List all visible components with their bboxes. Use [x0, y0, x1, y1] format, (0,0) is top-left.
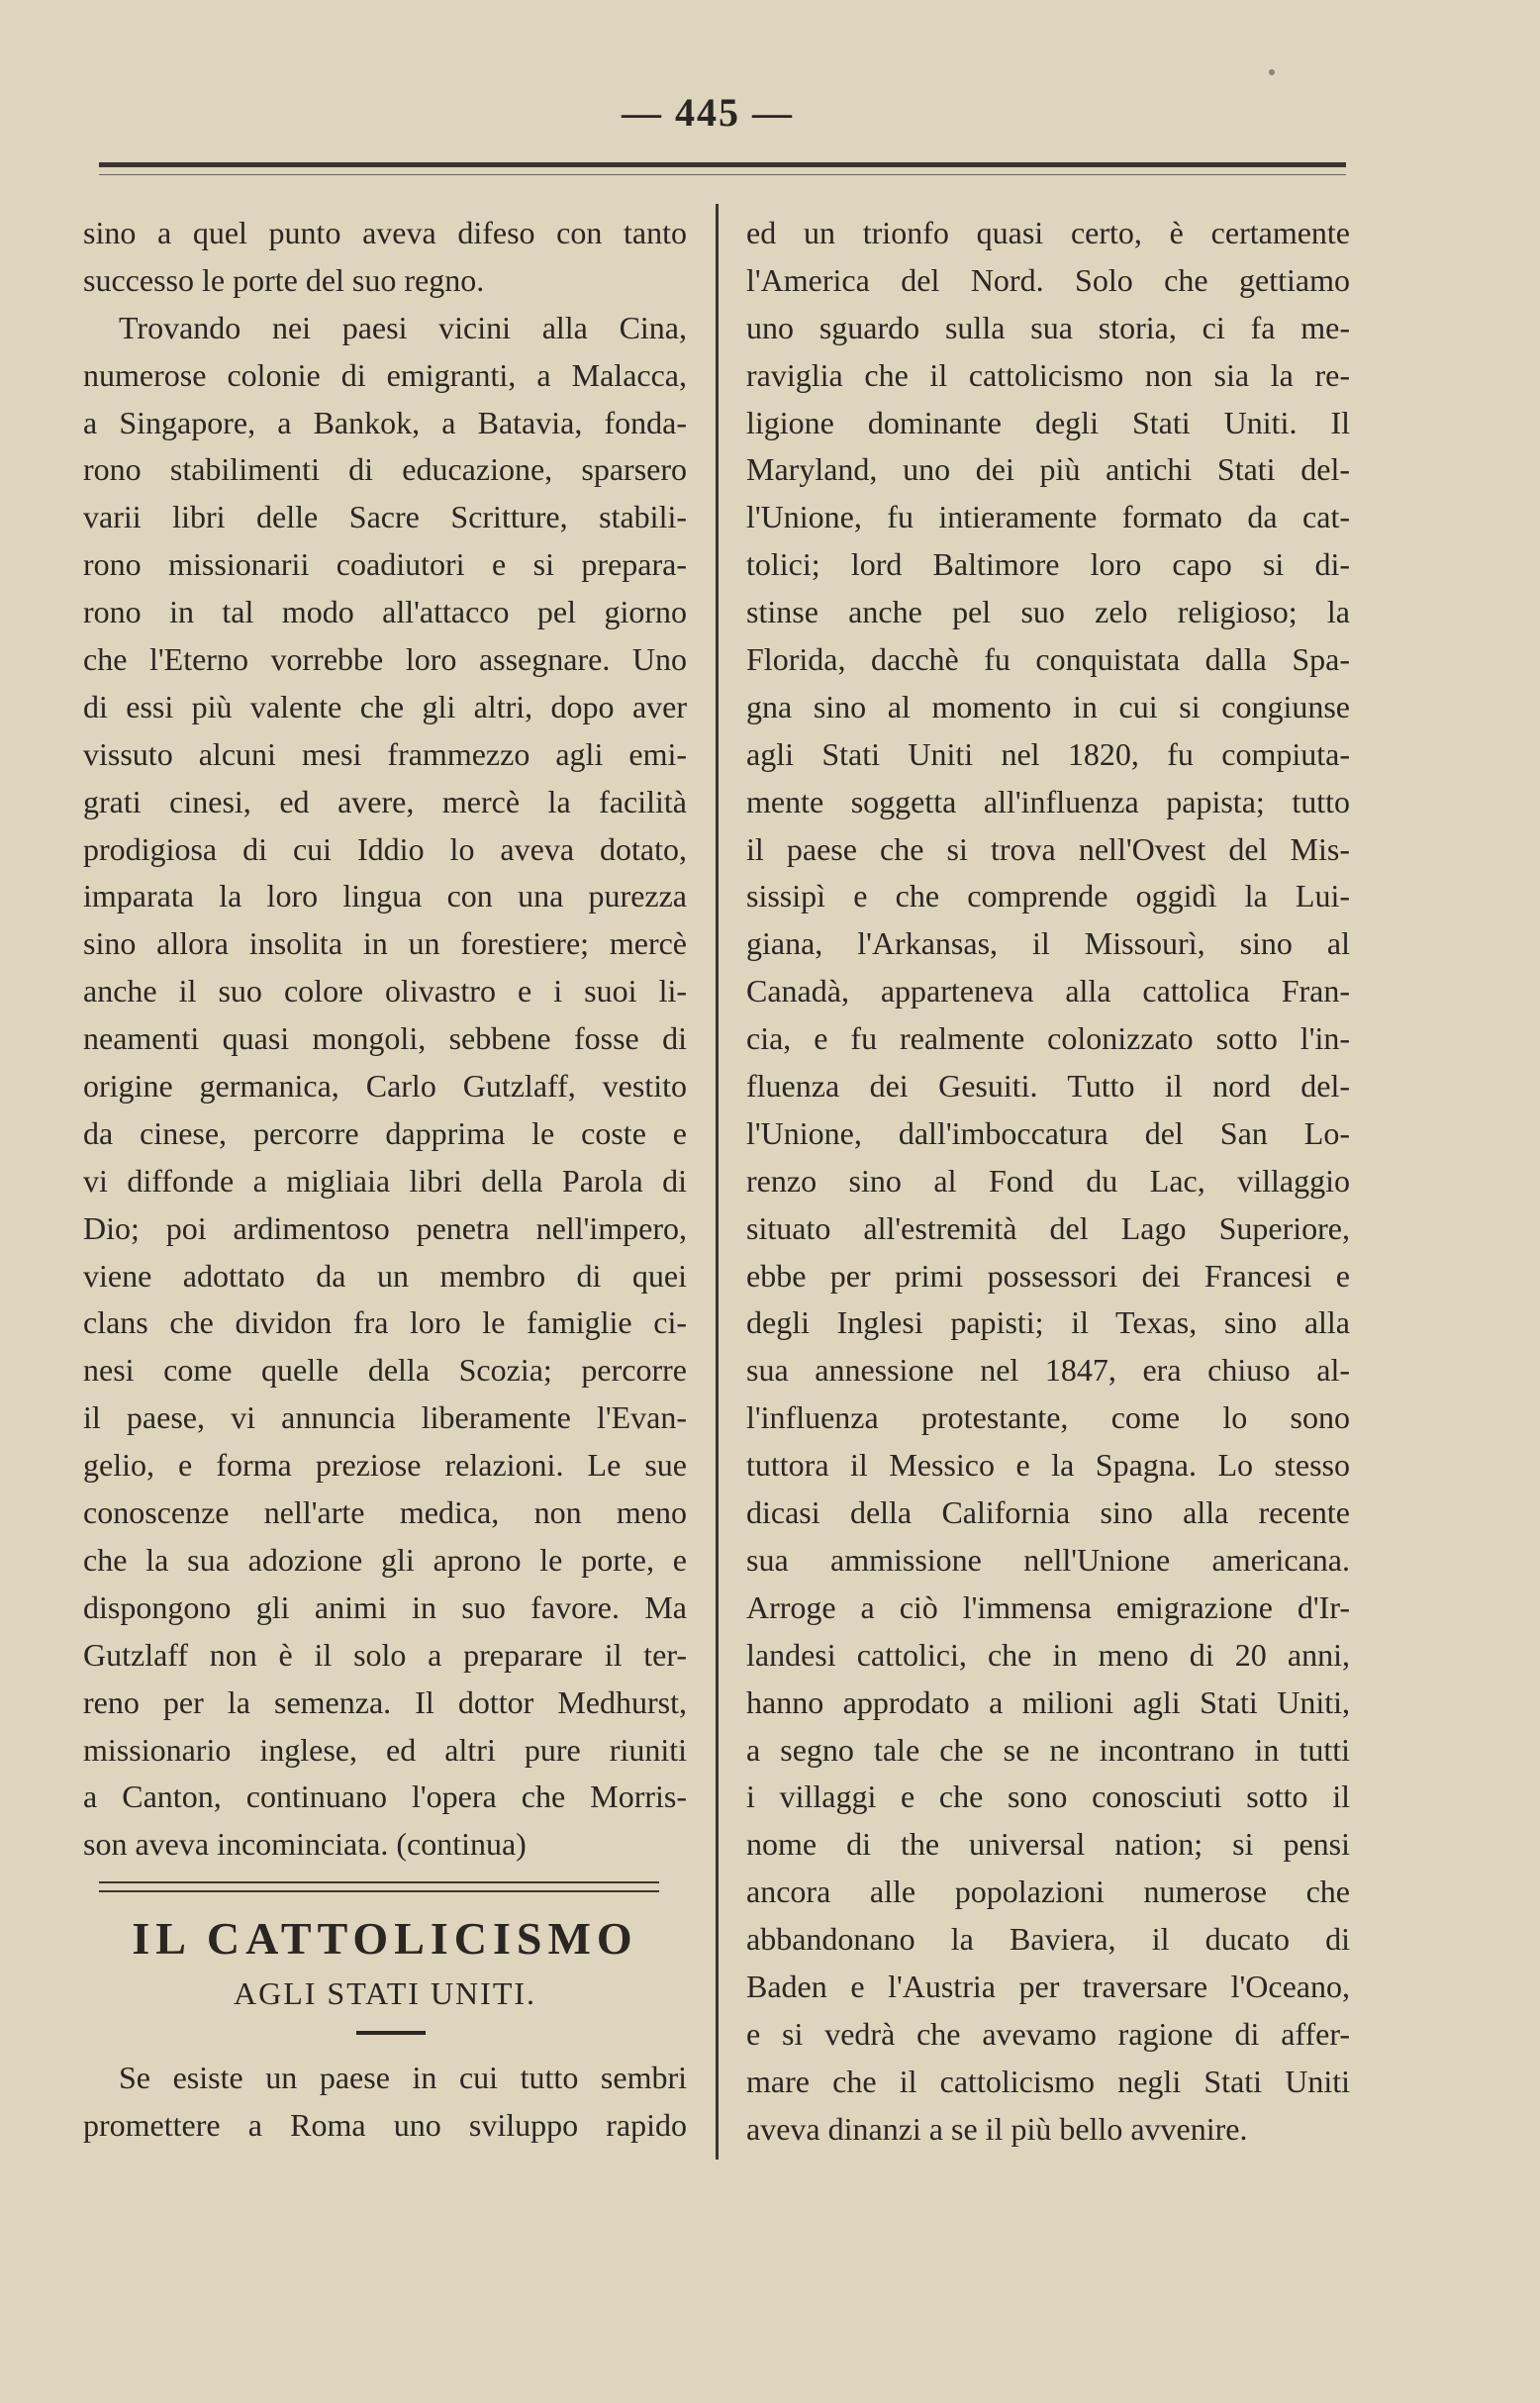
text-line: dispongono gli animi in suo favore. Ma: [83, 1588, 687, 1625]
text-line: tolici; lord Baltimore loro capo si di-: [746, 546, 1350, 583]
text-line: stinse anche pel suo zelo religioso; la: [746, 594, 1350, 630]
text-line: a Singapore, a Bankok, a Batavia, fonda-: [83, 404, 687, 440]
section-separator: [99, 1890, 659, 1892]
text-line: gna sino al momento in cui si congiunse: [746, 688, 1350, 724]
text-line: vi diffonde a migliaia libri della Parola di: [83, 1162, 687, 1199]
text-line: Trovando nei paesi vicini alla Cina,: [119, 309, 687, 345]
text-line: rono missionarii coadiutori e si prepara-: [83, 546, 687, 583]
text-line: Florida, dacchè fu conquistata dalla Spa-: [746, 641, 1350, 678]
text-line: Se esiste un paese in cui tutto sembri: [119, 2060, 687, 2095]
text-line: nesi come quelle della Scozia; percorre: [83, 1352, 687, 1389]
page-number: — 445 —: [622, 90, 794, 135]
article-title: IL CATTOLICISMO: [132, 1913, 638, 1964]
text-line: numerose colonie di emigranti, a Malacca,: [83, 356, 687, 393]
text-line: sua ammissione nell'Unione americana.: [746, 1541, 1350, 1578]
text-line: Arroge a ciò l'immensa emigrazione d'Ir-: [746, 1588, 1350, 1625]
text-line: cia, e fu realmente colonizzato sotto l'in-: [746, 1020, 1350, 1057]
text-line: ancora alle popolazioni numerose che: [746, 1874, 1350, 1910]
text-line: imparata la loro lingua con una purezza: [83, 878, 687, 914]
text-line: successo le porte del suo regno.: [83, 261, 485, 298]
text-line: renzo sino al Fond du Lac, villaggio: [746, 1162, 1350, 1199]
text-line: sissipì e che comprende oggidì la Lui-: [746, 878, 1350, 914]
text-line: giana, l'Arkansas, il Missourì, sino al: [746, 925, 1350, 962]
text-line: sino a quel punto aveva difeso con tanto: [83, 215, 687, 250]
text-line: promettere a Roma uno sviluppo rapido: [83, 2106, 687, 2143]
text-line: l'influenza protestante, come lo sono: [746, 1399, 1350, 1436]
text-line: l'America del Nord. Solo che gettiamo: [746, 261, 1350, 298]
text-line: fluenza dei Gesuiti. Tutto il nord del-: [746, 1068, 1350, 1105]
text-line: che la sua adozione gli aprono le porte, e: [83, 1541, 687, 1578]
text-line: rono in tal modo all'attacco pel giorno: [83, 594, 687, 630]
text-line: Baden e l'Austria per traversare l'Oceano,: [746, 1968, 1350, 2004]
header-rule: [99, 162, 1346, 167]
text-line: tuttora il Messico e la Spagna. Lo stesso: [746, 1447, 1350, 1484]
text-line: reno per la semenza. Il dottor Medhurst,: [83, 1683, 687, 1720]
text-line: nome di the universal nation; si pensi: [746, 1826, 1350, 1863]
text-line: l'Unione, dall'imboccatura del San Lo-: [746, 1114, 1350, 1151]
text-line: e si vedrà che avevamo ragione di affer-: [746, 2015, 1350, 2052]
article-subtitle: AGLI STATI UNITI.: [233, 1975, 537, 2011]
text-line: mente soggetta all'influenza papista; tutto: [746, 783, 1350, 819]
text-line: uno sguardo sulla sua storia, ci fa me-: [746, 309, 1350, 345]
text-line: da cinese, percorre dapprima le coste e: [83, 1114, 687, 1151]
text-line: hanno approdato a milioni agli Stati Uniti,: [746, 1683, 1350, 1720]
text-line: Dio; poi ardimentoso penetra nell'impero,: [83, 1209, 687, 1246]
text-line: che l'Eterno vorrebbe loro assegnare. Uno: [83, 641, 687, 678]
section-separator: [99, 1881, 659, 1883]
text-line: missionario inglese, ed altri pure riuniti: [83, 1731, 687, 1768]
text-line: varii libri delle Sacre Scritture, stabili-: [83, 499, 687, 535]
text-line: ebbe per primi possessori dei Francesi e: [746, 1257, 1350, 1294]
text-line: gelio, e forma preziose relazioni. Le sue: [83, 1447, 687, 1484]
text-line: l'Unione, fu intieramente formato da cat-: [746, 499, 1350, 535]
text-line: Gutzlaff non è il solo a preparare il ter-: [83, 1636, 687, 1673]
text-line: vissuto alcuni mesi frammezzo agli emi-: [83, 735, 687, 772]
text-line: sino allora insolita in un forestiere; mercè: [83, 925, 687, 962]
text-line: conoscenze nell'arte medica, non meno: [83, 1494, 687, 1531]
text-line: abbandonano la Baviera, il ducato di: [746, 1921, 1350, 1958]
text-line: sua annessione nel 1847, era chiuso al-: [746, 1352, 1350, 1389]
text-line: neamenti quasi mongoli, sebbene fosse di: [83, 1020, 687, 1057]
text-line: di essi più valente che gli altri, dopo aver: [83, 688, 687, 724]
right-column: [746, 210, 1350, 2154]
text-line: raviglia che il cattolicismo non sia la re-: [746, 356, 1350, 393]
column-divider: [716, 204, 719, 2160]
text-line: mare che il cattolicismo negli Stati Uniti: [746, 2063, 1350, 2099]
text-line: viene adottato da un membro di quei: [83, 1257, 687, 1294]
text-line: Canadà, apparteneva alla cattolica Fran-: [746, 973, 1350, 1009]
text-line: situato all'estremità del Lago Superiore,: [746, 1209, 1350, 1246]
title-rule: [356, 2031, 426, 2035]
text-line: dicasi della California sino alla recente: [746, 1494, 1350, 1531]
text-line: grati cinesi, ed avere, mercè la facilità: [83, 783, 687, 819]
text-line: i villaggi e che sono conosciuti sotto il: [746, 1778, 1350, 1815]
text-line: ed un trionfo quasi certo, è certamente: [746, 215, 1350, 250]
text-line: clans che dividon fra loro le famiglie ci-: [83, 1304, 687, 1341]
text-line: a segno tale che se ne incontrano in tutti: [746, 1731, 1350, 1768]
page-speck: [1269, 69, 1275, 75]
text-line: il paese, vi annuncia liberamente l'Evan-: [83, 1399, 687, 1436]
text-line: origine germanica, Carlo Gutzlaff, vestito: [83, 1068, 687, 1105]
text-line: a Canton, continuano l'opera che Morris-: [83, 1778, 687, 1815]
text-line: son aveva incominciata. (continua): [83, 1826, 527, 1863]
text-line: il paese che si trova nell'Ovest del Mis-: [746, 830, 1350, 867]
text-line: rono stabilimenti di educazione, sparsero: [83, 451, 687, 488]
text-line: aveva dinanzi a se il più bello avvenire.: [746, 2110, 1248, 2147]
article-intro: [83, 2055, 687, 2150]
text-line: landesi cattolici, che in meno di 20 anni,: [746, 1636, 1350, 1673]
header-rule-thin: [99, 174, 1346, 175]
text-line: Maryland, uno dei più antichi Stati del-: [746, 451, 1350, 488]
text-line: degli Inglesi papisti; il Texas, sino alla: [746, 1304, 1350, 1341]
text-line: prodigiosa di cui Iddio lo aveva dotato,: [83, 830, 687, 867]
text-line: ligione dominante degli Stati Uniti. Il: [746, 404, 1350, 440]
left-column: [83, 210, 687, 1869]
text-line: agli Stati Uniti nel 1820, fu compiuta-: [746, 735, 1350, 772]
text-line: anche il suo colore olivastro e i suoi li-: [83, 973, 687, 1009]
